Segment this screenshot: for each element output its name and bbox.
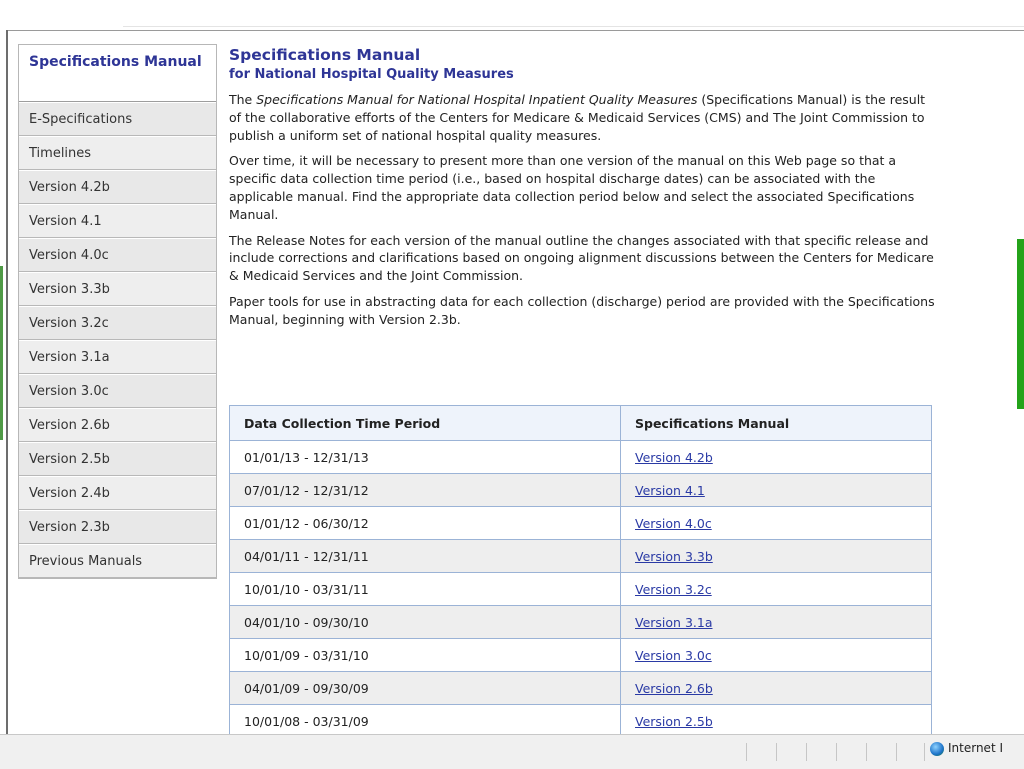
period-cell: 10/01/08 - 03/31/09 <box>230 705 621 738</box>
page-subtitle: for National Hospital Quality Measures <box>229 67 514 82</box>
table-row <box>230 672 932 705</box>
period-cell: 10/01/09 - 03/31/10 <box>230 639 621 672</box>
top-rule <box>123 26 1024 27</box>
green-accent <box>0 266 3 440</box>
intro-lead: The <box>229 92 257 107</box>
manuals-table <box>229 405 932 738</box>
manual-cell <box>621 672 932 705</box>
table-row <box>230 573 932 606</box>
frame-left-border <box>0 30 8 734</box>
table-row <box>230 474 932 507</box>
sidebar-item[interactable]: Timelines <box>19 136 216 170</box>
intro-rest: (Specifications Manual) is the result of the collaborative efforts of the Centers for Medicare & Medicaid Services (CMS) and The Joint Commission to publish a uniform set of national hospital quality measures. <box>229 92 926 143</box>
period-cell: 04/01/11 - 12/31/11 <box>230 540 621 573</box>
intro-manual-title: Specifications Manual for National Hospital Inpatient Quality Measures <box>256 92 698 107</box>
sidebar-item[interactable]: Version 3.0c <box>19 374 216 408</box>
sidebar-nav <box>18 44 217 579</box>
sidebar-item[interactable]: Version 3.2c <box>19 306 216 340</box>
sidebar-heading[interactable]: Specifications Manual <box>19 45 216 102</box>
manual-link[interactable]: Version 3.2c <box>635 581 712 597</box>
status-divider <box>746 743 747 761</box>
sidebar-item[interactable]: Version 2.3b <box>19 510 216 544</box>
table-row <box>230 639 932 672</box>
paper-tools-paragraph: Paper tools for use in abstracting data for each collection (discharge) period are provided with the Specifications Manual, beginning with Version 2.3b. <box>229 293 935 327</box>
sidebar-item[interactable]: Version 2.6b <box>19 408 216 442</box>
sidebar-item[interactable]: E-Specifications <box>19 102 216 136</box>
zone-label: Internet I <box>948 741 1004 755</box>
header-period: Data Collection Time Period <box>230 406 621 441</box>
period-cell: 10/01/10 - 03/31/11 <box>230 573 621 606</box>
page-title: Specifications Manual <box>229 46 421 64</box>
manual-cell <box>621 705 932 738</box>
sidebar-item[interactable]: Version 3.1a <box>19 340 216 374</box>
manual-cell <box>621 639 932 672</box>
header-manual: Specifications Manual <box>621 406 932 441</box>
status-divider <box>866 743 867 761</box>
main-content <box>229 46 935 337</box>
manual-cell <box>621 441 932 474</box>
manual-link[interactable]: Version 4.0c <box>635 515 712 531</box>
sidebar-item[interactable]: Version 4.2b <box>19 170 216 204</box>
security-zone[interactable] <box>930 741 1003 756</box>
sidebar-item[interactable]: Previous Manuals <box>19 544 216 578</box>
release-notes-paragraph: The Release Notes for each version of the manual outline the changes associated with that specific release and include corrections and clarifications based on ongoing alignment discussions between the Centers for Medicare & Medicaid Services and the Joint Commission. <box>229 232 934 284</box>
table-row <box>230 606 932 639</box>
manual-cell <box>621 474 932 507</box>
manual-cell <box>621 573 932 606</box>
table-row <box>230 705 932 738</box>
status-divider <box>924 743 925 761</box>
globe-icon <box>930 742 944 756</box>
sidebar-item[interactable]: Version 4.0c <box>19 238 216 272</box>
status-divider <box>836 743 837 761</box>
period-cell: 04/01/10 - 09/30/10 <box>230 606 621 639</box>
period-cell: 04/01/09 - 09/30/09 <box>230 672 621 705</box>
manual-link[interactable]: Version 4.1 <box>635 482 705 498</box>
versions-paragraph: Over time, it will be necessary to present more than one version of the manual on this Web page so that a specific data collection time period (i.e., based on hospital discharge dates) can be associated with the applicable manual. Find the appropriate data collection period below and select the associated Specifications Manual. <box>229 153 915 222</box>
status-divider <box>896 743 897 761</box>
table-row <box>230 540 932 573</box>
table-row <box>230 507 932 540</box>
manual-link[interactable]: Version 4.2b <box>635 449 713 465</box>
sidebar-items <box>19 102 216 578</box>
sidebar-item[interactable]: Version 2.4b <box>19 476 216 510</box>
manual-link[interactable]: Version 3.3b <box>635 548 713 564</box>
green-side-bar <box>1017 239 1024 409</box>
status-divider <box>776 743 777 761</box>
status-bar <box>0 734 1024 769</box>
status-divider <box>806 743 807 761</box>
table-header-row <box>230 406 932 441</box>
manual-cell <box>621 540 932 573</box>
period-cell: 07/01/12 - 12/31/12 <box>230 474 621 507</box>
sidebar-item[interactable]: Version 3.3b <box>19 272 216 306</box>
manual-link[interactable]: Version 3.1a <box>635 614 713 630</box>
period-cell: 01/01/12 - 06/30/12 <box>230 507 621 540</box>
sidebar-item[interactable]: Version 2.5b <box>19 442 216 476</box>
manual-link[interactable]: Version 2.6b <box>635 680 713 696</box>
manual-cell <box>621 507 932 540</box>
intro-paragraph <box>229 91 935 144</box>
table-row <box>230 441 932 474</box>
manual-link[interactable]: Version 2.5b <box>635 713 713 729</box>
manual-cell <box>621 606 932 639</box>
period-cell: 01/01/13 - 12/31/13 <box>230 441 621 474</box>
sidebar-item[interactable]: Version 4.1 <box>19 204 216 238</box>
manual-link[interactable]: Version 3.0c <box>635 647 712 663</box>
frame-top-border <box>6 30 1024 31</box>
